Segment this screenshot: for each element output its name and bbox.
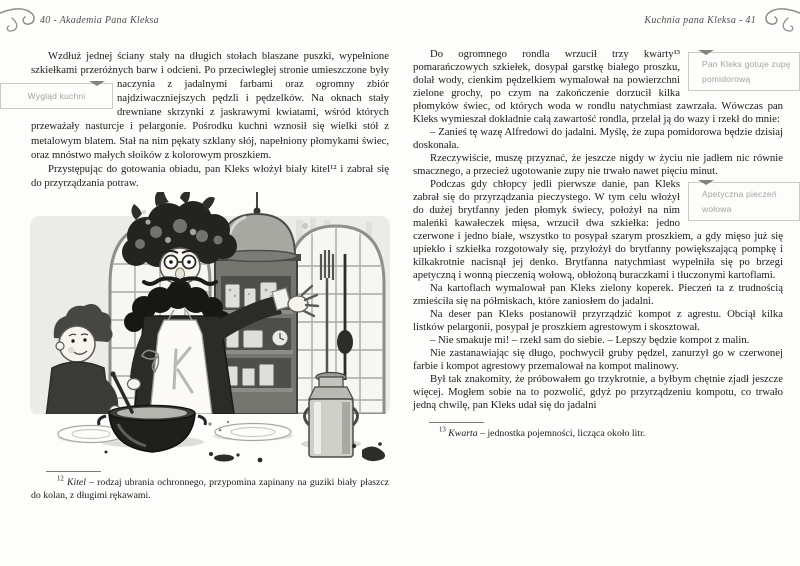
page-right — [400, 0, 800, 566]
paragraph-text: Wzdłuż jednej ściany stały na długich stołach blaszane puszki, wypełnione szkiełkami przeróżnych barw i odcieni. Po przeciwległej stronie umieszczone były naczynia z jadalnymi farbami oraz ogromny zbiór najdziwaczniejszych pędzli i pędzelków. Na oknach stały drewniane skrzynki z jaskrawymi kwiatami, wśród których przeważały nasturcje i pelargonie. Pośrodku kuchni wznosił się wielki stół z metalowym blatem. Stał na nim pękaty szklany słój, napełniony płomykami świec, oraz mnóstwo małych słoików z kolorowym proszkiem. — [31, 50, 389, 161]
right-text-column — [413, 48, 791, 441]
body-paragraph: Nie zastanawiając się długo, pochwycił gruby pędzel, zanurzył go w czerwonej farbie i kompot agrestowy przemalował na kompot malinowy. — [413, 347, 783, 372]
footnote-rule — [46, 471, 101, 472]
corner-flourish-icon — [758, 4, 800, 34]
footnote-term: Kwarta — [448, 428, 478, 439]
body-paragraph: Rzeczywiście, muszę przyznać, że jeszcze nigdy w życiu nie jadłem nic równie smacznego, a przecież ugotowanie zupy nie trwało nawet pięciu minut. — [413, 152, 783, 177]
margin-note-label: Pan Kleks gotuje zupę pomidorową — [702, 59, 791, 84]
margin-note-roast-beef — [688, 182, 800, 221]
note-marker-triangle-icon — [698, 50, 714, 55]
footnote — [31, 476, 389, 503]
footnote-text: – rodzaj ubrania ochronnego, przypomina zapinany na guziki biały płaszcz do kolan, z długimi rękawami. — [31, 476, 390, 502]
page-header-right: Kuchnia pana Kleksa - 41 — [644, 15, 756, 26]
body-paragraph: – Zanieś tę wazę Alfredowi do jadalni. Myślę, że zupa pomidorowa będzie dzisiaj doskonała. — [413, 126, 783, 151]
body-paragraph: Przystępując do gotowania obiadu, pan Kleks włożył biały kitel¹² i zabrał się do przyrządzania potraw. — [31, 162, 389, 189]
margin-note-kitchen — [0, 83, 113, 109]
body-paragraph: – Nie smakuje mi! – rzekł sam do siebie. – Lepszy będzie kompot z malin. — [430, 334, 750, 346]
page-header-left: 40 - Akademia Pana Kleksa — [40, 15, 159, 26]
footnote-term: Kitel — [66, 476, 86, 488]
note-marker-triangle-icon — [89, 81, 105, 86]
body-paragraph: Na kartoflach wymalował pan Kleks zielony koperek. Pieczeń ta z trudnością zmieściła się na półmiskach, które zaniosłem do jadalni. — [413, 282, 783, 307]
footnote — [413, 427, 783, 441]
note-marker-triangle-icon — [698, 180, 714, 185]
corner-flourish-icon — [0, 4, 42, 34]
body-paragraph — [413, 48, 791, 126]
body-paragraph: Na deser pan Kleks postanowił przyrządzić kompot z agrestu. Obciął kilka listków pelargonii, posypał je proszkiem agrestowym i skosztował. — [413, 308, 783, 333]
ladle-bowl — [337, 330, 353, 354]
paragraph-text: Podczas gdy chłopcy jedli pierwsze danie, pan Kleks zabrał się do przyrządzania pieczystego. W tym celu włożył do dużej brytfanny jeden płomyk świecy, położył na nim maleńki kawałeczek mięsa, wrzucił dwa szkiełka: jedno czerwone i jedno białe, wszystko to posypał szarym proszkiem, a gdy mięso już się upiekło i szkiełka rozgotowały się, przyłożył do brytfanny powiększającą pompkę i kilkakrotnie nacisnął jej denko. Brytfanna natychmiast wypełniła się po brzegi apetyczną i wonną pieczenią wołową, obłożoną buraczkami i tłuczonymi kartoflami. — [413, 178, 783, 281]
footnote-rule — [429, 422, 484, 423]
paragraph-text: Do ogromnego rondla wrzucił trzy kwarty¹³ pomarańczowych szkiełek, dosypał garstkę białego proszku, dolał wody, cienkim pędzelkiem wymalował na powierzchni zielone grochy, po czym na zakończenie dorzucił kilka płomyków świec, od których woda w rondlu natychmiast zawrzała. Wówczas pan Kleks wymieszał dokładnie całą zawartość rondla, przelał ją do wazy i rzekł do mnie: — [413, 48, 783, 125]
left-text-column — [27, 49, 390, 503]
footnote-marker: 12 — [57, 475, 64, 483]
margin-note-label: Wygląd kuchni — [27, 91, 86, 101]
body-paragraph — [27, 49, 389, 162]
body-paragraph — [413, 178, 783, 282]
body-paragraph: Był tak znakomity, że próbowałem go trzykrotnie, a byłbym chętnie zjadł jeszcze więcej. Mogłem sobie na to pozwolić, gdyż po przyrządzeniu kompotu, co trwało jedną chwilę, pan Kleks udał się do jadalni — [413, 373, 783, 411]
margin-note-tomato-soup — [688, 52, 800, 91]
footnote-text: – jednostka pojemności, licząca około litr. — [480, 428, 646, 439]
plate-right — [215, 423, 291, 440]
margin-note-label: Apetyczna pieczeń wołowa — [702, 189, 777, 214]
illustration-kleks-cooking — [28, 192, 392, 468]
footnote-marker: 13 — [439, 426, 446, 434]
